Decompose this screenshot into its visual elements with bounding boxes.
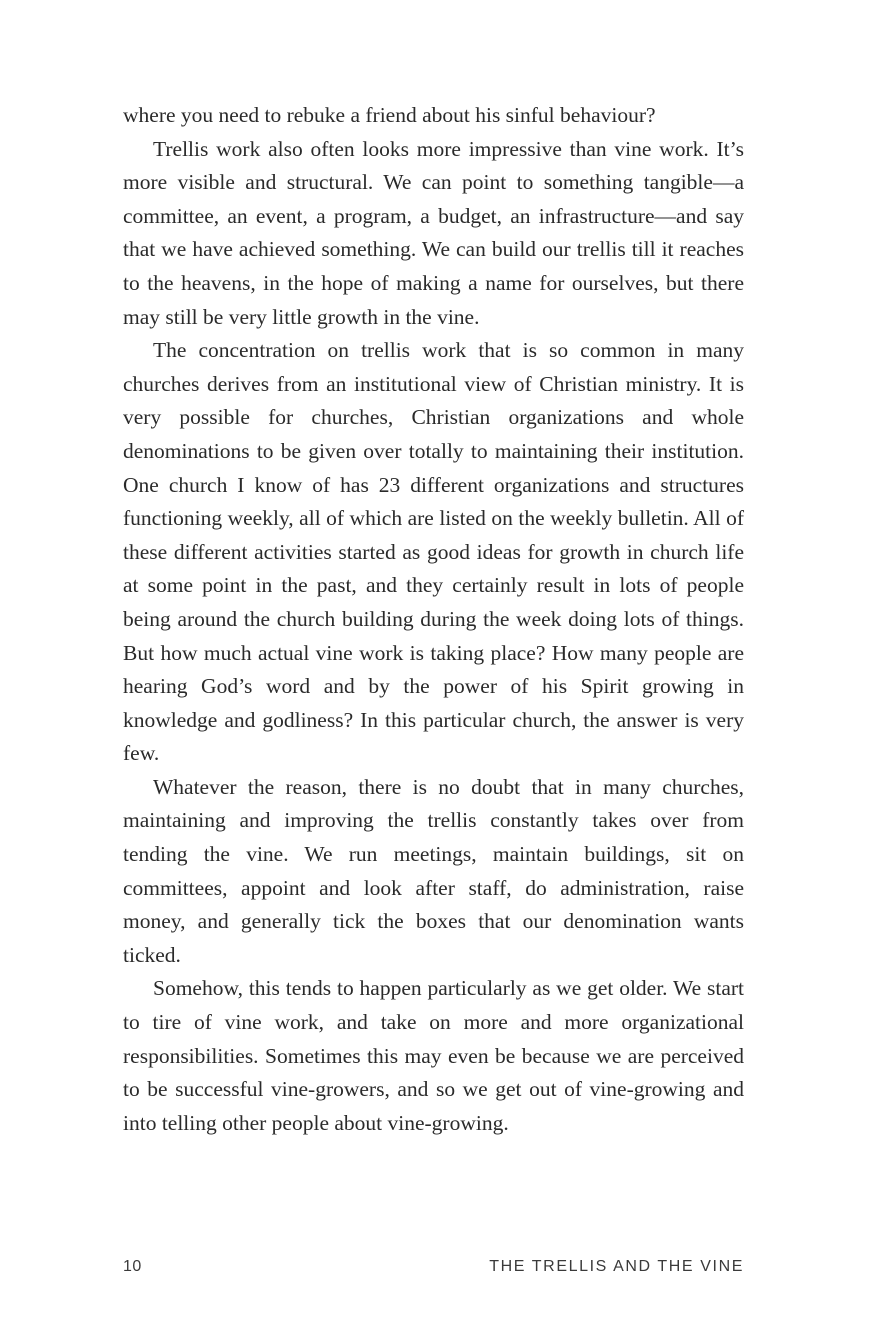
body-text (123, 99, 744, 1140)
paragraph-getting-older: Somehow, this tends to happen particularly as we get older. We start to tire of vine work, and take on more and more organizational responsibilities. Sometimes this may even be because we are perceived to be successful vine-growers, and so we get out of vine-growing and into telling other people about vine-growing. (123, 976, 744, 1135)
page-number: 10 (123, 1258, 142, 1275)
page-footer (123, 1258, 744, 1282)
paragraph-institutional-view: The concentration on trellis work that is so common in many churches derives from an institutional view of Christian ministry. It is very possible for churches, Christian organizations and whole denominations to be given over totally to maintaining their institution. One church I know of has 23 different organizations and structures functioning weekly, all of which are listed on the weekly bulletin. All of these different activities started as good ideas for growth in church life at some point in the past, and they certainly result in lots of people being around the church building during the week doing lots of things. But how much actual vine work is taking place? How many people are hearing God’s word and by the power of his Spirit growing in knowledge and godliness? In this particular church, the answer is very few. (123, 338, 744, 766)
paragraph-maintaining-trellis: Whatever the reason, there is no doubt that in many churches, maintaining and improving the trellis constantly takes over from tending the vine. We run meetings, maintain buildings, sit on committees, appoint and look after staff, do administration, raise money, and generally tick the boxes that our denomination wants ticked. (123, 774, 744, 967)
paragraph-trellis-visible: Trellis work also often looks more impressive than vine work. It’s more visible and structural. We can point to something tangible—a committee, an event, a program, a budget, an infrastructure—and say that we have achieved something. We can build our trellis till it reaches to the heavens, in the hope of making a name for ourselves, but there may still be very little growth in the vine. (123, 136, 744, 329)
running-title: THE TRELLIS AND THE VINE (489, 1258, 744, 1275)
paragraph-continued: where you need to rebuke a friend about his sinful behaviour? (123, 103, 656, 127)
